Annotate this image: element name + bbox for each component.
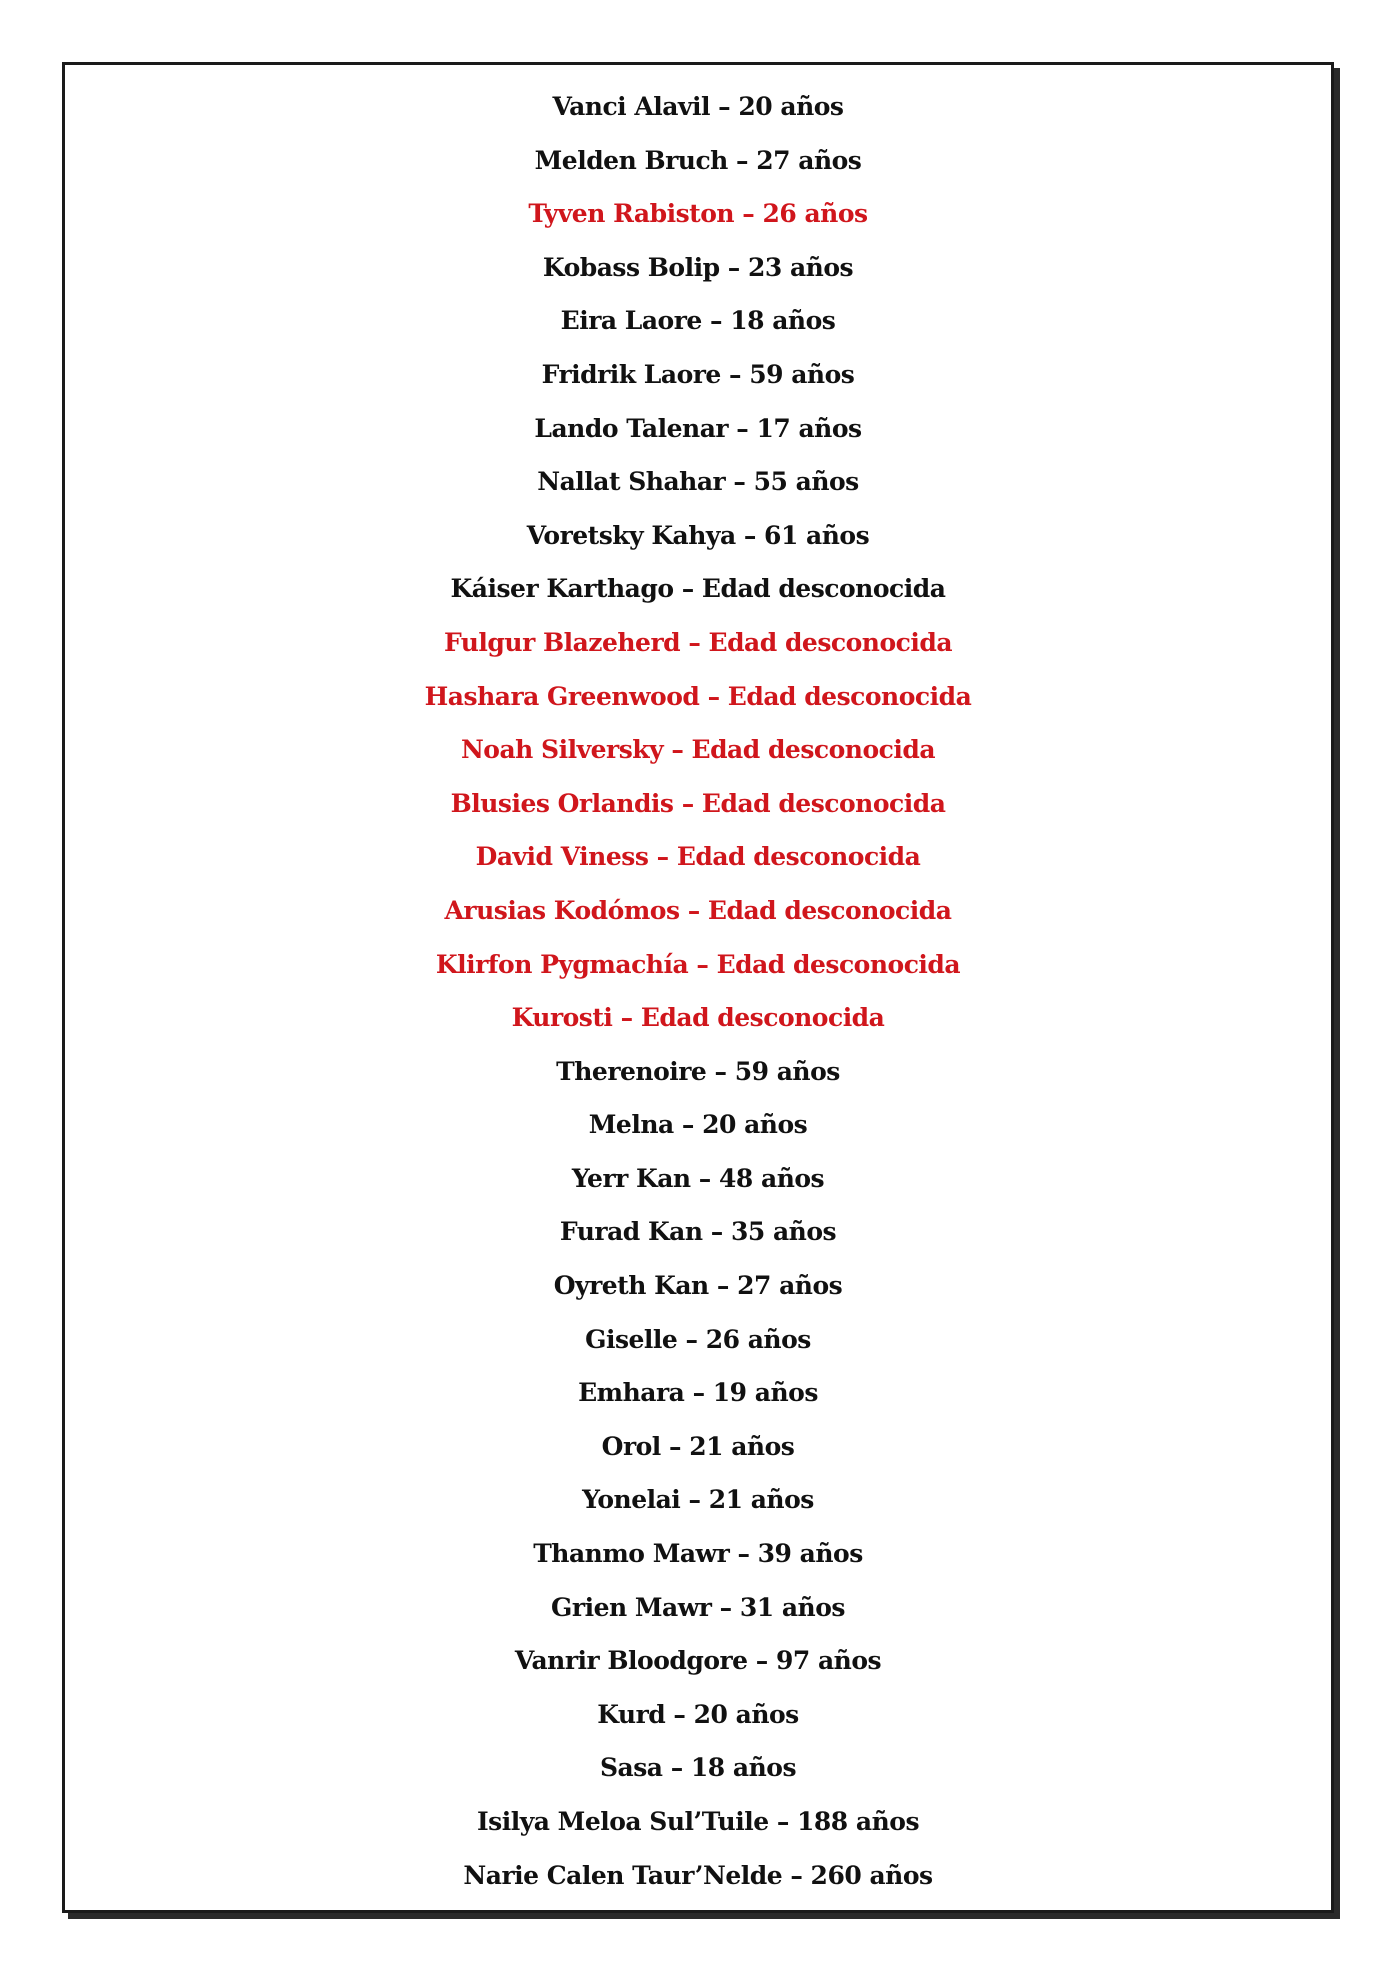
- list-item: Vanrir Bloodgore – 97 años: [514, 1646, 882, 1676]
- list-item: Melna – 20 años: [588, 1110, 808, 1140]
- list-item: Emhara – 19 años: [578, 1378, 818, 1408]
- list-item: Sasa – 18 años: [599, 1753, 797, 1783]
- list-item: Narie Calen Taur’Nelde – 260 años: [463, 1860, 933, 1890]
- list-item-highlighted: Hashara Greenwood – Edad desconocida: [424, 681, 972, 711]
- list-item-highlighted: Fulgur Blazeherd – Edad desconocida: [443, 627, 953, 657]
- list-item: Oyreth Kan – 27 años: [553, 1271, 843, 1301]
- list-item-highlighted: Blusies Orlandis – Edad desconocida: [450, 788, 946, 818]
- list-item-highlighted: Noah Silversky – Edad desconocida: [460, 735, 936, 765]
- list-item: Nallat Shahar – 55 años: [537, 467, 859, 497]
- list-item-highlighted: Klirfon Pygmachía – Edad desconocida: [435, 949, 961, 979]
- page-frame: [62, 62, 1334, 1913]
- list-item: Isilya Meloa Sul’Tuile – 188 años: [476, 1807, 920, 1836]
- list-item: Thanmo Mawr – 39 años: [533, 1539, 863, 1569]
- list-item: Eira Laore – 18 años: [560, 306, 836, 336]
- list-item-highlighted: David Viness – Edad desconocida: [475, 842, 921, 872]
- list-item: Grien Mawr – 31 años: [551, 1592, 845, 1622]
- list-item: Káiser Karthago – Edad desconocida: [450, 574, 946, 604]
- list-item: Fridrik Laore – 59 años: [541, 359, 855, 389]
- character-age-list: [65, 80, 1331, 1902]
- list-item-highlighted: Kurosti – Edad desconocida: [511, 1003, 885, 1033]
- list-item: Kobass Bolip – 23 años: [542, 252, 854, 282]
- list-item: Giselle – 26 años: [585, 1324, 811, 1354]
- list-item: Yonelai – 21 años: [582, 1485, 814, 1515]
- list-item: Lando Talenar – 17 años: [534, 413, 862, 443]
- list-item: Orol – 21 años: [601, 1431, 795, 1461]
- list-item: Furad Kan – 35 años: [559, 1217, 837, 1247]
- list-item: Vanci Alavil – 20 años: [552, 92, 844, 121]
- list-item: Melden Bruch – 27 años: [534, 145, 862, 175]
- list-item-highlighted: Arusias Kodómos – Edad desconocida: [444, 895, 952, 925]
- list-item: Kurd – 20 años: [597, 1699, 799, 1729]
- list-item: Therenoire – 59 años: [556, 1056, 840, 1086]
- list-item: Voretsky Kahya – 61 años: [526, 520, 870, 550]
- list-item-highlighted: Tyven Rabiston – 26 años: [528, 199, 868, 229]
- list-item: Yerr Kan – 48 años: [571, 1163, 825, 1193]
